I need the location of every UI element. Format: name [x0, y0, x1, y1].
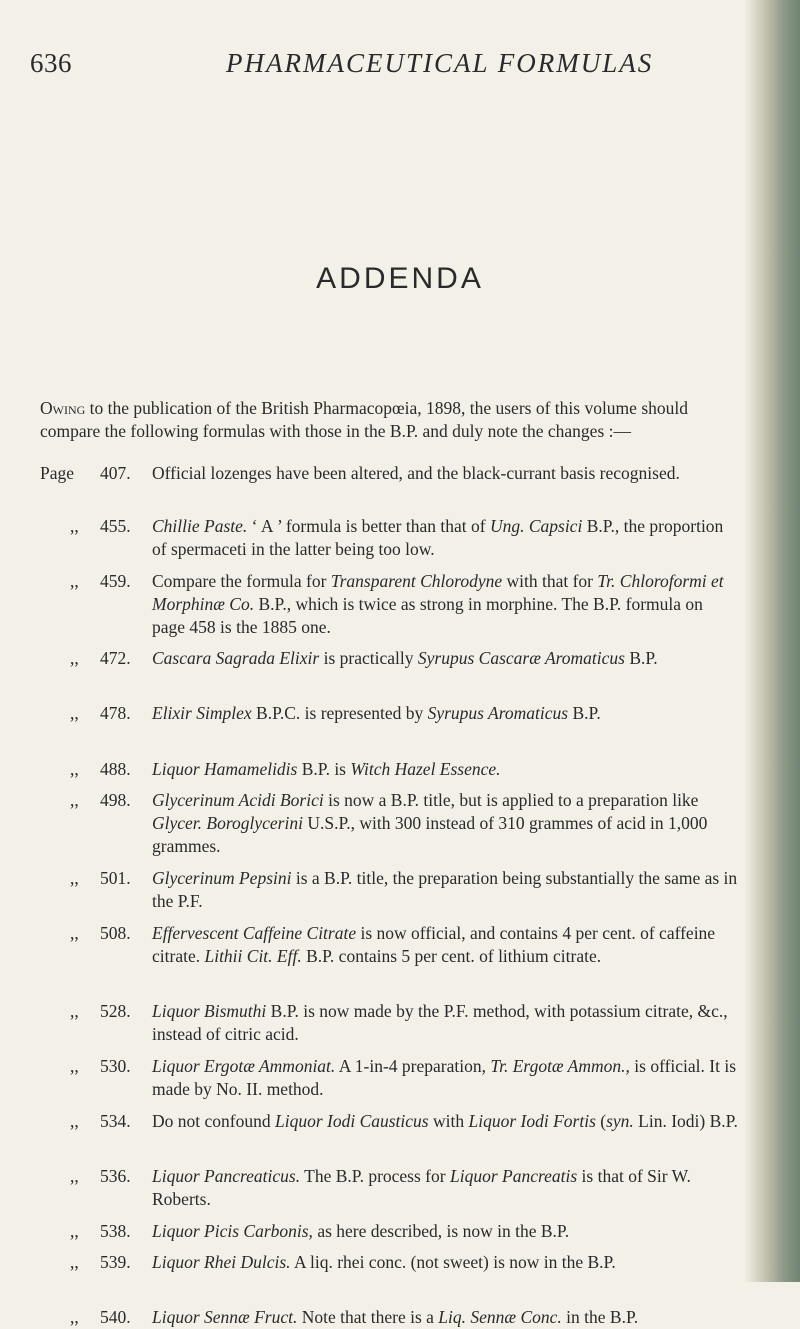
page-label: Page — [40, 463, 75, 483]
entry-text: Liquor Pancreaticus. The B.P. process for Liquor Pancreatis is that of Sir W. Roberts. — [152, 1166, 691, 1209]
ditto-mark: ,, — [70, 1056, 79, 1076]
ditto-mark: ,, — [70, 1166, 79, 1186]
intro-text: to the publication of the British Pharmacopœia, 1898, the users of this volume should compare the following formulas with those in the B.P. and duly note the changes :— — [40, 398, 688, 441]
ditto-mark: ,, — [70, 1111, 79, 1131]
ditto-mark: ,, — [70, 571, 79, 591]
entry-536 — [40, 1165, 740, 1211]
entry-text: Liquor Picis Carbonis, as here described, is now in the B.P. — [152, 1221, 570, 1241]
entry-page-number: 539. — [100, 1252, 131, 1272]
entry-540 — [40, 1306, 740, 1329]
entry-472 — [40, 647, 740, 670]
ditto-mark: ,, — [70, 648, 79, 668]
page-header — [30, 48, 750, 88]
ditto-mark: ,, — [70, 1221, 79, 1241]
entry-498 — [40, 789, 740, 858]
entry-534 — [40, 1110, 740, 1133]
entry-page-number: 407. — [100, 463, 131, 483]
entry-text: Cascara Sagrada Elixir is practically Syrupus Cascaræ Aromaticus B.P. — [152, 648, 658, 668]
entry-text: Glycerinum Acidi Borici is now a B.P. title, but is applied to a preparation like Glycer. Boroglycerini U.S.P., with 300 instead of 310 grammes of acid in 1,000 grammes. — [152, 790, 708, 856]
entry-page-number: 459. — [100, 571, 131, 591]
entry-text: Liquor Hamamelidis B.P. is Witch Hazel Essence. — [152, 759, 501, 779]
entry-page-number: 472. — [100, 648, 131, 668]
entry-508 — [40, 922, 740, 968]
ditto-mark: ,, — [70, 1001, 79, 1021]
entry-text: Liquor Sennæ Fruct. Note that there is a Liq. Sennæ Conc. in the B.P. — [152, 1307, 639, 1327]
entry-459 — [40, 570, 740, 639]
entry-text: Elixir Simplex B.P.C. is represented by Syrupus Aromaticus B.P. — [152, 703, 601, 723]
entry-539 — [40, 1251, 740, 1274]
entry-page-number: 508. — [100, 923, 131, 943]
entry-text: Effervescent Caffeine Citrate is now official, and contains 4 per cent. of caffeine citrate. Lithii Cit. Eff. B.P. contains 5 per cent. of lithium citrate. — [152, 923, 716, 966]
entry-text: Do not confound Liquor Iodi Causticus with Liquor Iodi Fortis (syn. Lin. Iodi) B.P. — [152, 1111, 738, 1131]
entry-page-number: 534. — [100, 1111, 131, 1131]
ditto-mark: ,, — [70, 923, 79, 943]
entry-page-number: 538. — [100, 1221, 131, 1241]
entry-page-number: 478. — [100, 703, 131, 723]
section-title: ADDENDA — [316, 262, 484, 295]
page-number: 636 — [30, 48, 72, 78]
ditto-mark: ,, — [70, 1252, 79, 1272]
intro-paragraph — [40, 397, 740, 443]
entry-478 — [40, 702, 740, 725]
entry-page-number: 501. — [100, 868, 131, 888]
entry-page-number: 528. — [100, 1001, 131, 1021]
entry-501 — [40, 867, 740, 913]
ditto-mark: ,, — [70, 759, 79, 779]
entry-text: Chillie Paste. ‘ A ’ formula is better than that of Ung. Capsici B.P., the proportion of spermaceti in the latter being too low. — [152, 516, 724, 559]
entry-text: Official lozenges have been altered, and the black-currant basis recognised. — [152, 463, 680, 483]
intro-lead: Owing — [40, 398, 86, 418]
entry-455 — [40, 515, 740, 561]
entry-page-number: 536. — [100, 1166, 131, 1186]
entry-530 — [40, 1055, 740, 1101]
entry-text: Liquor Rhei Dulcis. A liq. rhei conc. (not sweet) is now in the B.P. — [152, 1252, 616, 1272]
entry-text: Glycerinum Pepsini is a B.P. title, the preparation being substantially the same as in the P.F. — [152, 868, 738, 911]
ditto-mark: ,, — [70, 790, 79, 810]
entry-528 — [40, 1000, 740, 1046]
entry-page-number: 488. — [100, 759, 131, 779]
entry-page-number: 498. — [100, 790, 131, 810]
entry-488 — [40, 758, 740, 781]
entry-page-number: 455. — [100, 516, 131, 536]
entry-page-number: 540. — [100, 1307, 131, 1327]
ditto-mark: ,, — [70, 868, 79, 888]
entry-page-number: 530. — [100, 1056, 131, 1076]
entry-text: Liquor Ergotæ Ammoniat. A 1-in-4 preparation, Tr. Ergotæ Ammon., is official. It is made by No. II. method. — [152, 1056, 737, 1099]
entry-text: Liquor Bismuthi B.P. is now made by the P.F. method, with potassium citrate, &c., instead of citric acid. — [152, 1001, 728, 1044]
entry-407 — [40, 462, 740, 485]
ditto-mark: ,, — [70, 516, 79, 536]
running-title: PHARMACEUTICAL FORMULAS — [226, 48, 654, 78]
entry-538 — [40, 1220, 740, 1243]
ditto-mark: ,, — [70, 703, 79, 723]
page-edge-shadow — [744, 0, 800, 1282]
ditto-mark: ,, — [70, 1307, 79, 1327]
entry-text: Compare the formula for Transparent Chlorodyne with that for Tr. Chloroformi et Morphinæ Co. B.P., which is twice as strong in morphine. The B.P. formula on page 458 is the 1885 one. — [152, 571, 724, 637]
